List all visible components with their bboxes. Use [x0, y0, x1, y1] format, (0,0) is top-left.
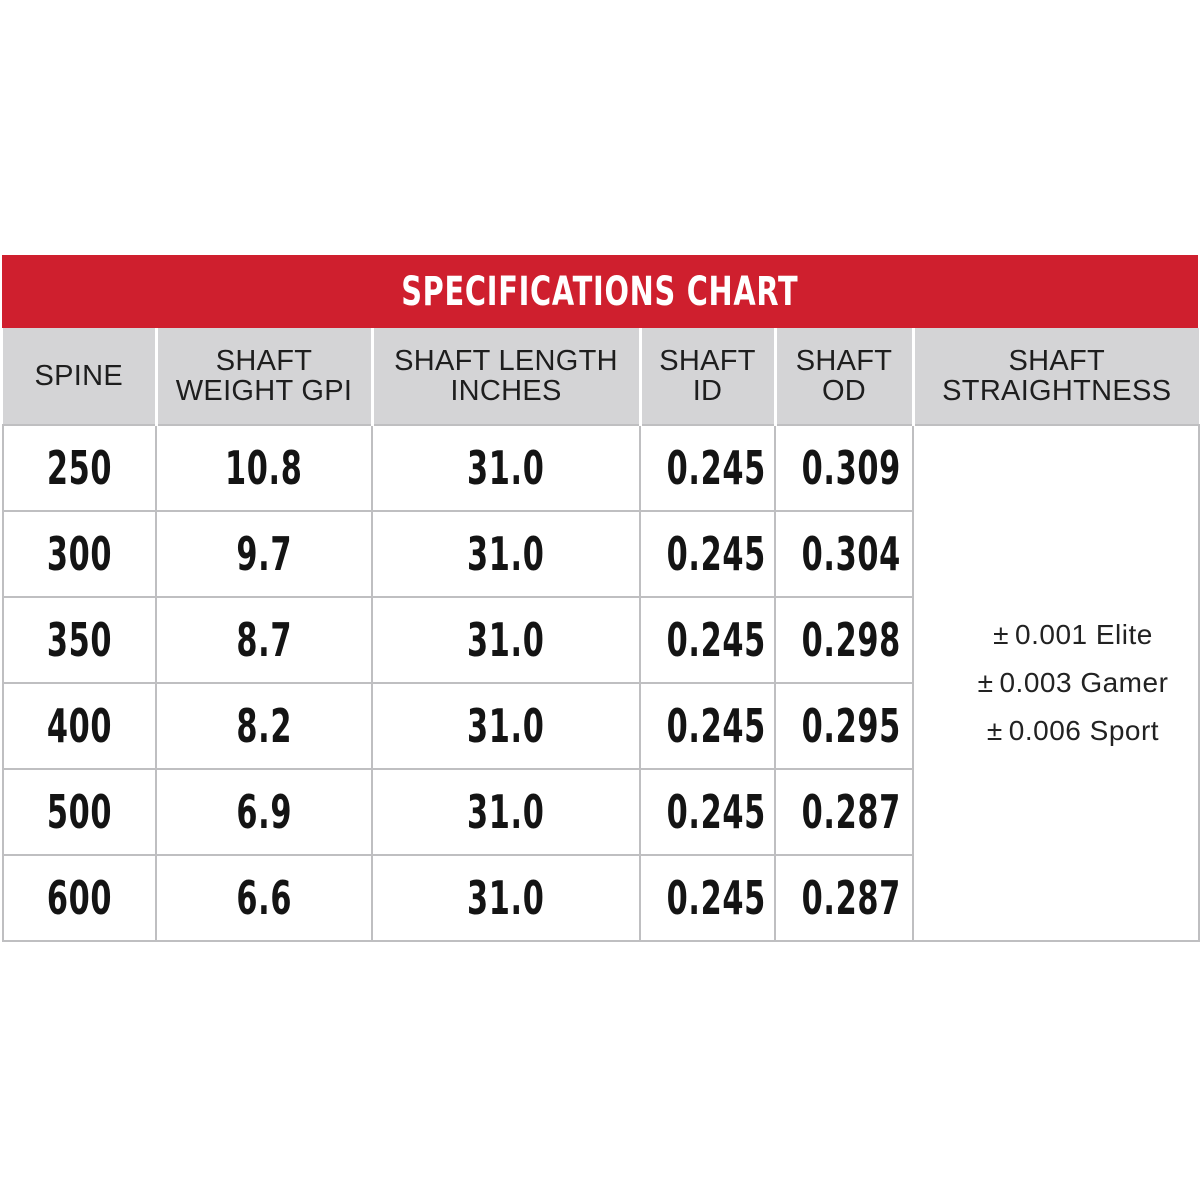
cell-length [372, 769, 640, 855]
tolerance-line [948, 707, 1198, 755]
cell-value: 31.0 [467, 785, 545, 839]
header-line: SHAFT [215, 345, 313, 377]
cell-weight [156, 511, 372, 597]
cell-value: 31.0 [467, 527, 545, 581]
header-line: INCHES [450, 375, 562, 407]
header-line: OD [821, 375, 867, 407]
plus-minus-symbol: ± [977, 667, 994, 698]
cell-spine [3, 511, 156, 597]
cell-straightness [913, 425, 1199, 941]
table-row [3, 425, 1199, 511]
title-bar [2, 255, 1198, 328]
cell-value: 350 [46, 613, 113, 667]
cell-value: 0.245 [666, 871, 766, 925]
cell-value: 0.245 [666, 527, 766, 581]
header-shaft-id [640, 328, 775, 425]
cell-value: 8.2 [236, 699, 292, 753]
header-line: SHAFT [1008, 345, 1106, 377]
cell-spine [3, 683, 156, 769]
tolerance-grade: Sport [1089, 715, 1160, 746]
cell-value: 500 [46, 785, 113, 839]
tolerance-line [948, 611, 1198, 659]
cell-value: 0.295 [801, 699, 901, 753]
header-line: SHAFT [795, 345, 893, 377]
cell-length [372, 425, 640, 511]
tolerance-value: 0.003 [999, 667, 1073, 698]
cell-value: 31.0 [467, 871, 545, 925]
specifications-chart [2, 255, 1198, 948]
cell-spine [3, 769, 156, 855]
cell-value: 6.9 [236, 785, 292, 839]
cell-od [775, 769, 913, 855]
cell-id [640, 855, 775, 941]
tolerance-grade: Gamer [1080, 667, 1169, 698]
chart-title: SPECIFICATIONS CHART [401, 268, 799, 315]
tolerance-line [948, 659, 1198, 707]
cell-length [372, 597, 640, 683]
cell-value: 0.304 [801, 527, 901, 581]
cell-value: 0.309 [801, 441, 901, 495]
spec-table [2, 328, 1200, 942]
cell-weight [156, 683, 372, 769]
cell-value: 600 [46, 871, 113, 925]
tolerance-value: 0.001 [1015, 619, 1088, 650]
cell-weight [156, 597, 372, 683]
cell-length [372, 511, 640, 597]
header-line: SPINE [34, 360, 124, 392]
header-shaft-od [775, 328, 913, 425]
cell-value: 10.8 [225, 441, 303, 495]
header-row [3, 328, 1199, 425]
cell-id [640, 597, 775, 683]
header-shaft-weight [156, 328, 372, 425]
header-line: SHAFT LENGTH [394, 345, 618, 377]
tolerance-value: 0.006 [1008, 715, 1082, 746]
cell-value: 0.287 [801, 785, 901, 839]
cell-value: 8.7 [236, 613, 292, 667]
header-shaft-length [372, 328, 640, 425]
cell-value: 6.6 [236, 871, 292, 925]
cell-od [775, 425, 913, 511]
cell-value: 300 [46, 527, 113, 581]
cell-od [775, 597, 913, 683]
cell-value: 9.7 [236, 527, 292, 581]
cell-id [640, 425, 775, 511]
cell-weight [156, 855, 372, 941]
cell-weight [156, 769, 372, 855]
header-line: SHAFT [659, 345, 756, 377]
header-line: STRAIGHTNESS [942, 375, 1172, 407]
tolerance-grade: Elite [1095, 619, 1153, 650]
cell-value: 250 [46, 441, 113, 495]
cell-value: 0.245 [666, 699, 766, 753]
header-shaft-straightness [913, 328, 1199, 425]
cell-id [640, 769, 775, 855]
cell-value: 0.245 [666, 785, 766, 839]
cell-value: 0.245 [666, 613, 766, 667]
header-line: ID [692, 375, 723, 407]
cell-value: 0.287 [801, 871, 901, 925]
cell-od [775, 855, 913, 941]
cell-weight [156, 425, 372, 511]
cell-id [640, 511, 775, 597]
cell-spine [3, 855, 156, 941]
cell-value: 31.0 [467, 441, 545, 495]
header-spine [3, 328, 156, 425]
cell-od [775, 511, 913, 597]
cell-spine [3, 597, 156, 683]
cell-id [640, 683, 775, 769]
cell-od [775, 683, 913, 769]
plus-minus-symbol: ± [993, 619, 1010, 650]
cell-length [372, 683, 640, 769]
cell-spine [3, 425, 156, 511]
header-line: WEIGHT GPI [175, 375, 353, 407]
cell-length [372, 855, 640, 941]
cell-value: 400 [46, 699, 113, 753]
plus-minus-symbol: ± [986, 715, 1003, 746]
cell-value: 0.298 [801, 613, 901, 667]
cell-value: 0.245 [666, 441, 766, 495]
cell-value: 31.0 [467, 613, 545, 667]
cell-value: 31.0 [467, 699, 545, 753]
